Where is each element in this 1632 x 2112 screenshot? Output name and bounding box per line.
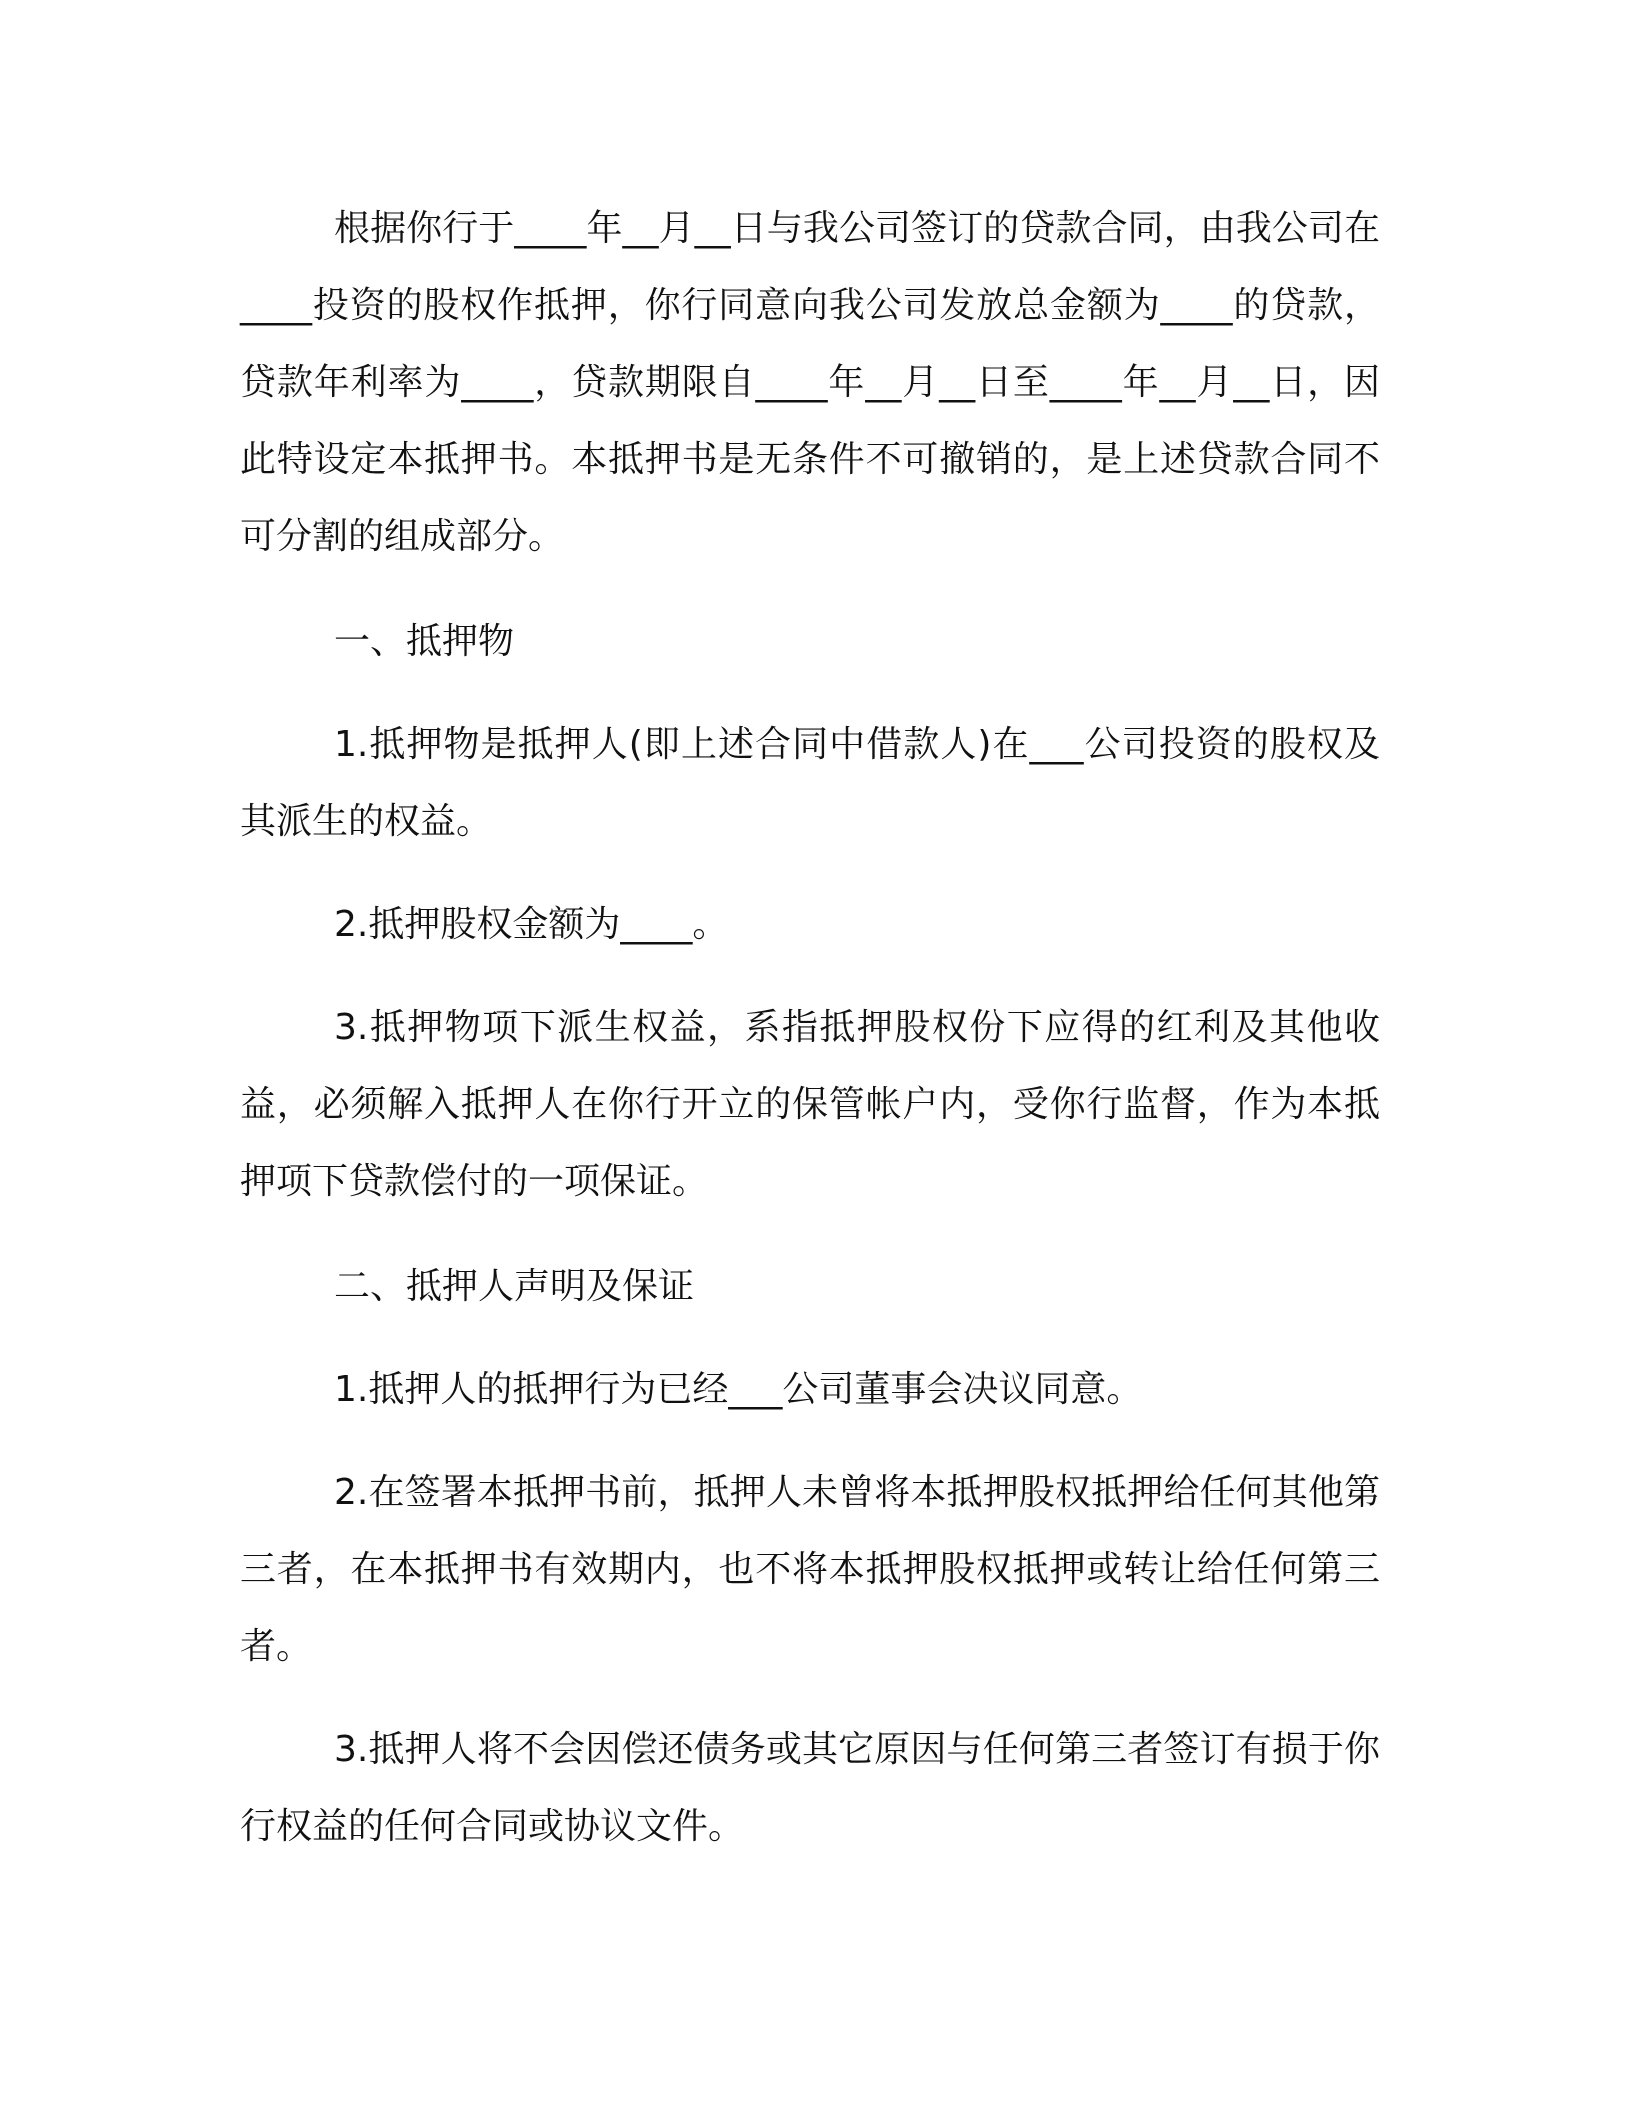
declaration-item-2: 2.在签署本抵押书前，抵押人未曾将本抵押股权抵押给任何其他第三者，在本抵押书有效期内，也不将本抵押股权抵押或转让给任何第三者。 [240, 1472, 1380, 1667]
section-heading-collateral: 一、抵押物 [334, 621, 515, 662]
declaration-item-3: 3.抵押人将不会因偿还债务或其它原因与任何第三者签订有损于你行权益的任何合同或协议文件。 [240, 1729, 1380, 1847]
document-body [240, 190, 1380, 1865]
intro-paragraph: 根据你行于____年__月__日与我公司签订的贷款合同，由我公司在____投资的股权作抵押，你行同意向我公司发放总金额为____的贷款，贷款年利率为____，贷款期限自____年__月__日至____年__月__日，因此特设定本抵押书。本抵押书是无条件不可撤销的，是上述贷款合同不可分割的组成部分。 [240, 208, 1380, 557]
collateral-item-2: 2.抵押股权金额为____。 [334, 904, 729, 945]
declaration-item-1: 1.抵押人的抵押行为已经___公司董事会决议同意。 [334, 1369, 1143, 1410]
collateral-item-3: 3.抵押物项下派生权益，系指抵押股权份下应得的红利及其他收益，必须解入抵押人在你行开立的保管帐户内，受你行监督，作为本抵押项下贷款偿付的一项保证。 [240, 1007, 1380, 1202]
section-heading-declarations: 二、抵押人声明及保证 [334, 1266, 695, 1307]
collateral-item-1: 1.抵押物是抵押人(即上述合同中借款人)在___公司投资的股权及其派生的权益。 [240, 724, 1380, 842]
